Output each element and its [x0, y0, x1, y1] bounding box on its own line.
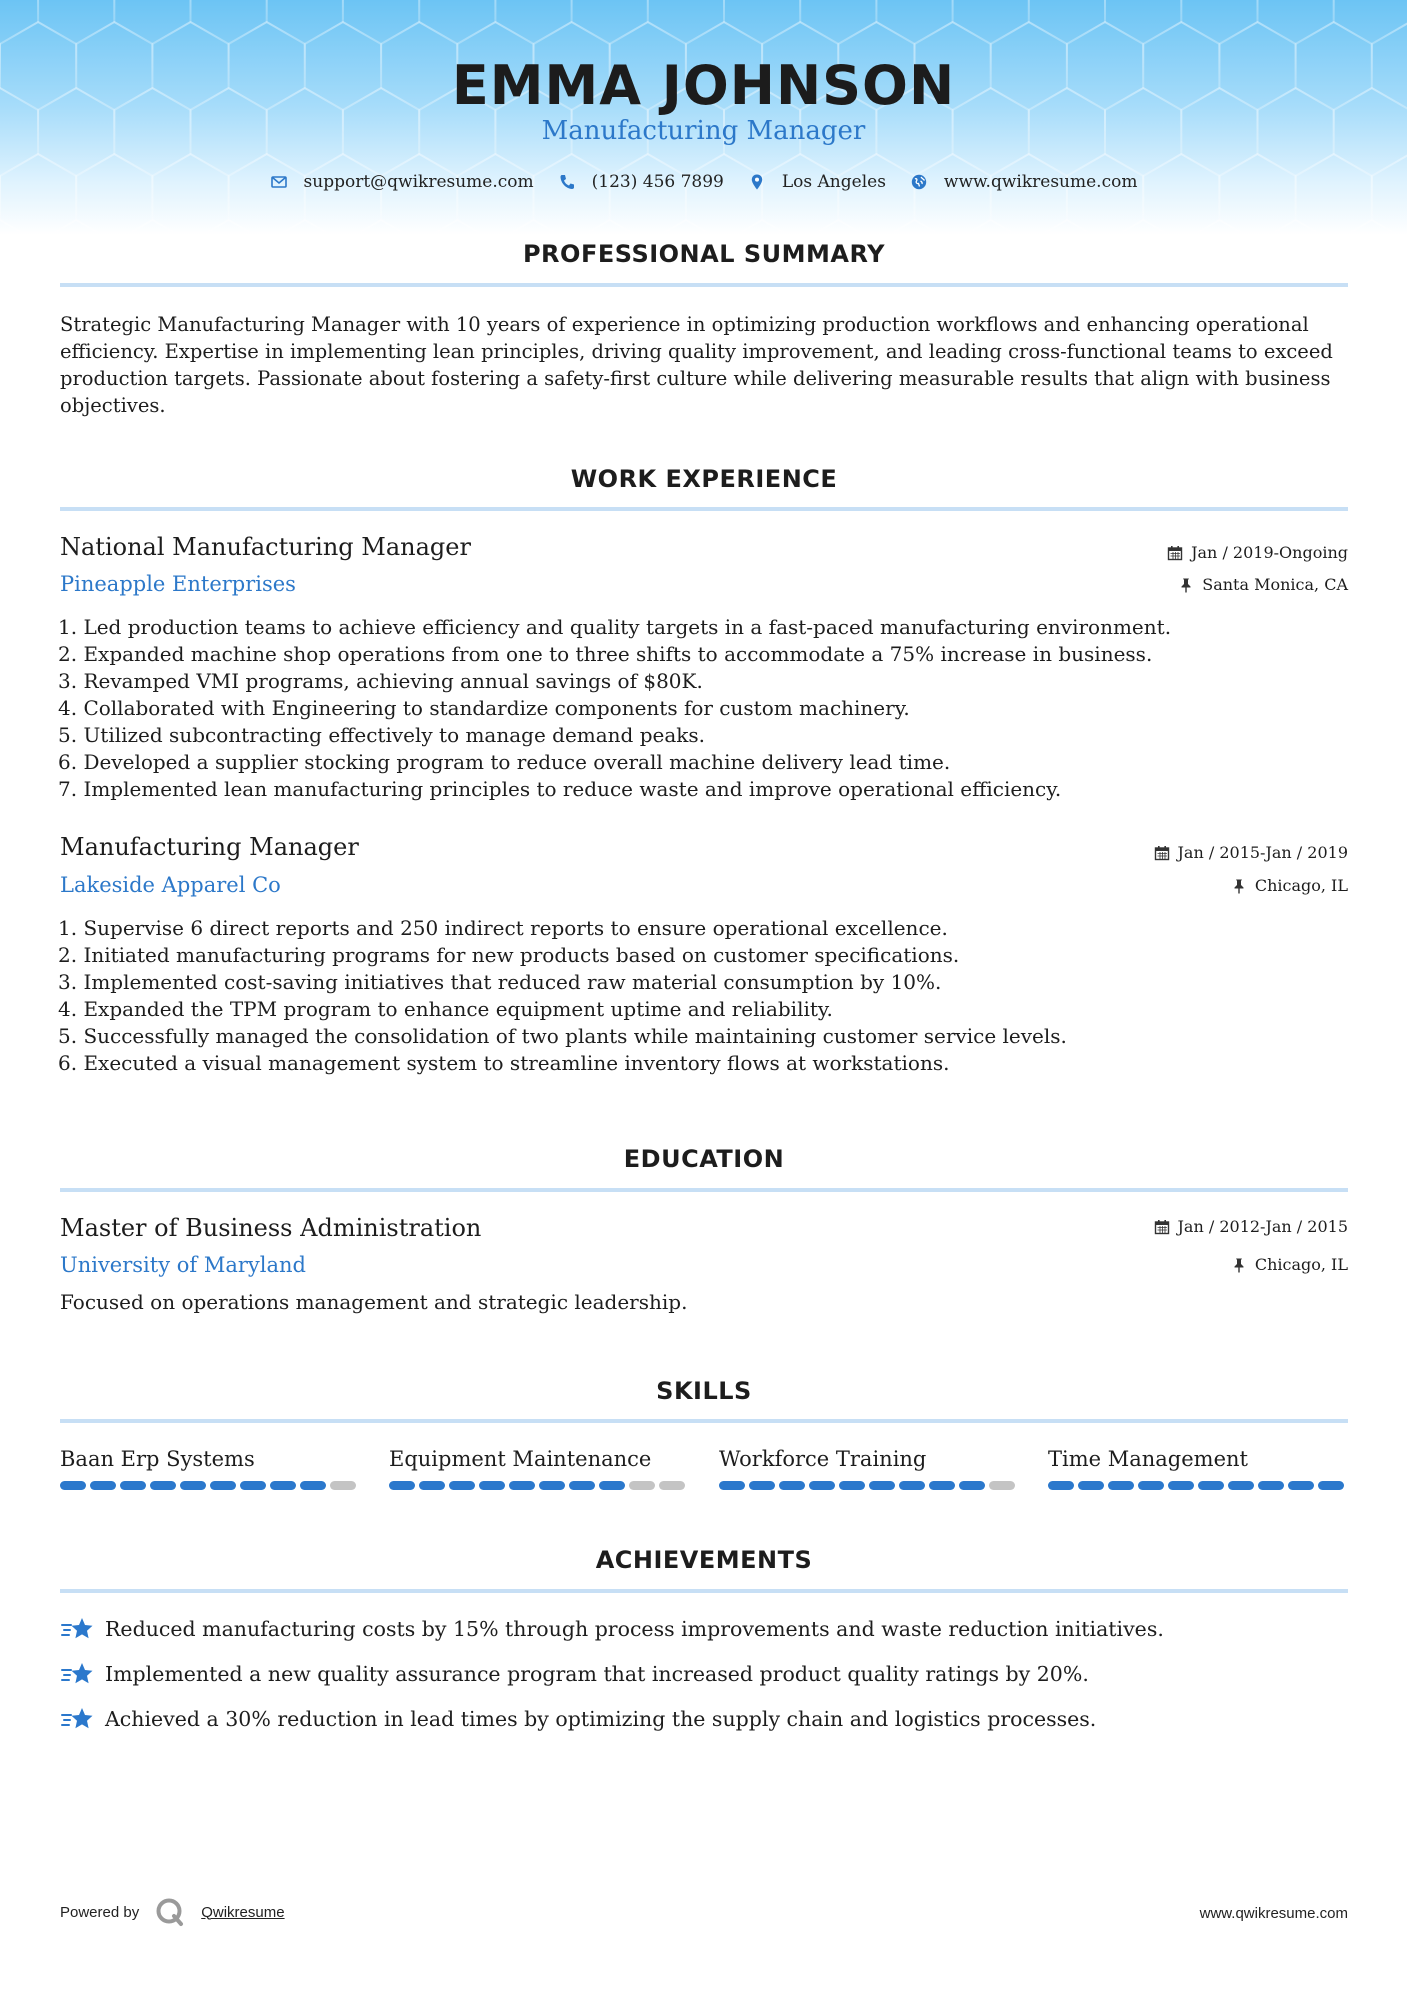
achievements-heading: ACHIEVEMENTS [595, 1546, 813, 1574]
skill-segment-filled [779, 1481, 805, 1490]
skill-segment-filled [539, 1481, 565, 1490]
contact-email-text: support@qwikresume.com [303, 172, 534, 192]
summary-heading: PROFESSIONAL SUMMARY [522, 240, 886, 268]
list-item: 6. Executed a visual management system to streamline inventory flows at workstations. [58, 1051, 950, 1075]
contact-website-text: www.qwikresume.com [943, 172, 1138, 192]
skill-segment-filled [809, 1481, 835, 1490]
achievement-text: Achieved a 30% reduction in lead times by optimizing the supply chain and logistics processes. [105, 1707, 1097, 1731]
map-marker-icon [748, 173, 766, 191]
skill-item [389, 1447, 689, 1490]
skill-segment-filled [599, 1481, 625, 1490]
calendar-icon [1154, 1219, 1170, 1235]
skill-segment-filled [959, 1481, 985, 1490]
achievement-item [60, 1660, 1089, 1688]
pushpin-icon [1231, 1257, 1247, 1273]
skill-segment-filled [899, 1481, 925, 1490]
calendar-icon [1167, 545, 1183, 561]
experience-divider [60, 507, 1348, 511]
skill-segment-filled [90, 1481, 116, 1490]
skill-segment-filled [569, 1481, 595, 1490]
skill-segment-filled [1138, 1481, 1164, 1490]
powered-by-label: Powered by [60, 1903, 140, 1921]
skill-item [60, 1447, 360, 1490]
skill-segment-filled [1318, 1481, 1344, 1490]
skill-segment-filled [180, 1481, 206, 1490]
phone-icon [558, 173, 576, 191]
job-dates-text: Jan / 2019-Ongoing [1191, 543, 1348, 562]
list-item: 3. Revamped VMI programs, achieving annual savings of $80K. [58, 669, 703, 693]
degree-title: Master of Business Administration [60, 1214, 482, 1242]
skill-segment-empty [330, 1481, 356, 1490]
skill-segment-filled [509, 1481, 535, 1490]
contact-location-text: Los Angeles [781, 172, 886, 192]
calendar-icon [1154, 845, 1170, 861]
job-location [1178, 575, 1348, 594]
pushpin-icon [1231, 878, 1247, 894]
contact-bar [0, 172, 1407, 192]
achievements-divider [60, 1589, 1348, 1593]
skill-segment-empty [629, 1481, 655, 1490]
achievement-item [60, 1615, 1164, 1643]
skill-name: Equipment Maintenance [389, 1447, 652, 1471]
skill-segment-empty [659, 1481, 685, 1490]
job-responsibilities [58, 614, 1171, 803]
skill-segment-filled [839, 1481, 865, 1490]
list-item: 1. Supervise 6 direct reports and 250 indirect reports to ensure operational excellence. [58, 916, 948, 940]
skill-item [719, 1447, 1019, 1490]
achievement-text: Implemented a new quality assurance program that increased product quality ratings by 20%. [105, 1662, 1089, 1686]
skill-segment-filled [240, 1481, 266, 1490]
skill-segment-filled [1198, 1481, 1224, 1490]
job-dates [1167, 543, 1348, 562]
achievement-text: Reduced manufacturing costs by 15% through process improvements and waste reduction initiatives. [105, 1617, 1164, 1641]
skill-segment-filled [449, 1481, 475, 1490]
skill-segment-empty [989, 1481, 1015, 1490]
list-item: 4. Collaborated with Engineering to standardize components for custom machinery. [58, 696, 910, 720]
list-item: 7. Implemented lean manufacturing principles to reduce waste and improve operational efficiency. [58, 777, 1062, 801]
list-item: 2. Initiated manufacturing programs for new products based on customer specifications. [58, 943, 960, 967]
experience-heading: WORK EXPERIENCE [570, 465, 838, 493]
skill-segment-filled [1258, 1481, 1284, 1490]
job-title: National Manufacturing Manager [60, 533, 471, 561]
list-item: 2. Expanded machine shop operations from one to three shifts to accommodate a 75% increase in business. [58, 642, 1153, 666]
education-dates-text: Jan / 2012-Jan / 2015 [1177, 1217, 1348, 1236]
job-location-text: Chicago, IL [1254, 876, 1348, 895]
skills-divider [60, 1419, 1348, 1423]
skill-segment-filled [300, 1481, 326, 1490]
skill-segment-filled [270, 1481, 296, 1490]
contact-website[interactable] [910, 172, 1138, 192]
skill-level-bar [60, 1481, 360, 1490]
brand-link[interactable]: Qwikresume [201, 1903, 285, 1921]
skill-segment-filled [1078, 1481, 1104, 1490]
skill-name: Baan Erp Systems [60, 1447, 255, 1471]
skill-segment-filled [60, 1481, 86, 1490]
skill-segment-filled [120, 1481, 146, 1490]
skill-level-bar [719, 1481, 1019, 1490]
education-location-text: Chicago, IL [1254, 1255, 1348, 1274]
education-dates [1154, 1217, 1348, 1236]
footer-url[interactable]: www.qwikresume.com [1199, 1905, 1348, 1922]
skill-segment-filled [1288, 1481, 1314, 1490]
skill-segment-filled [1228, 1481, 1254, 1490]
summary-text: Strategic Manufacturing Manager with 10 years of experience in optimizing production workflows and enhancing operational efficiency. Expertise in implementing lean principles, driving quality improvement, and leading cross-functional teams to exceed production targets. Passionate about fostering a safety-first culture while delivering measurable results that align with business objectives. [60, 313, 1333, 417]
summary-divider [60, 283, 1348, 287]
education-heading: EDUCATION [623, 1145, 785, 1173]
job-dates-text: Jan / 2015-Jan / 2019 [1177, 843, 1348, 862]
skill-segment-filled [210, 1481, 236, 1490]
job-responsibilities [58, 915, 1067, 1077]
skill-segment-filled [1108, 1481, 1134, 1490]
education-description: Focused on operations management and strategic leadership. [60, 1290, 688, 1314]
envelope-icon [270, 173, 288, 191]
list-item: 6. Developed a supplier stocking program to reduce overall machine delivery lead time. [58, 750, 951, 774]
shooting-star-icon [60, 1615, 94, 1643]
list-item: 5. Utilized subcontracting effectively to manage demand peaks. [58, 723, 706, 747]
skill-segment-filled [749, 1481, 775, 1490]
skill-segment-filled [869, 1481, 895, 1490]
skill-segment-filled [1168, 1481, 1194, 1490]
skill-segment-filled [150, 1481, 176, 1490]
list-item: 3. Implemented cost-saving initiatives that reduced raw material consumption by 10%. [58, 970, 942, 994]
skill-name: Time Management [1048, 1447, 1248, 1471]
company-name: Pineapple Enterprises [60, 572, 296, 596]
education-location [1231, 1255, 1348, 1274]
skill-segment-filled [419, 1481, 445, 1490]
qwikresume-logo-icon [155, 1897, 185, 1927]
skill-level-bar [1048, 1481, 1348, 1490]
candidate-role: Manufacturing Manager [541, 116, 866, 146]
achievement-item [60, 1705, 1096, 1733]
skill-segment-filled [929, 1481, 955, 1490]
school-name: University of Maryland [60, 1253, 306, 1277]
candidate-name: EMMA JOHNSON [451, 54, 956, 117]
list-item: 5. Successfully managed the consolidation of two plants while maintaining customer service levels. [58, 1024, 1067, 1048]
job-title: Manufacturing Manager [60, 833, 359, 861]
list-item: 1. Led production teams to achieve efficiency and quality targets in a fast-paced manufacturing environment. [58, 615, 1172, 639]
shooting-star-icon [60, 1705, 94, 1733]
job-dates [1154, 843, 1348, 862]
skill-segment-filled [1048, 1481, 1074, 1490]
list-item: 4. Expanded the TPM program to enhance equipment uptime and reliability. [58, 997, 833, 1021]
skill-segment-filled [719, 1481, 745, 1490]
pushpin-icon [1178, 577, 1194, 593]
company-name: Lakeside Apparel Co [60, 873, 281, 897]
education-divider [60, 1188, 1348, 1192]
skill-item [1048, 1447, 1348, 1490]
skill-segment-filled [479, 1481, 505, 1490]
globe-icon [910, 173, 928, 191]
contact-email[interactable] [270, 172, 534, 192]
job-location-text: Santa Monica, CA [1202, 575, 1348, 594]
skill-segment-filled [389, 1481, 415, 1490]
skill-level-bar [389, 1481, 689, 1490]
footer-powered-by [60, 1897, 285, 1927]
contact-location [748, 172, 886, 192]
job-location [1231, 876, 1348, 895]
contact-phone[interactable] [558, 172, 724, 192]
skill-name: Workforce Training [719, 1447, 927, 1471]
shooting-star-icon [60, 1660, 94, 1688]
skills-heading: SKILLS [656, 1377, 752, 1405]
contact-phone-text: (123) 456 7899 [591, 172, 724, 192]
